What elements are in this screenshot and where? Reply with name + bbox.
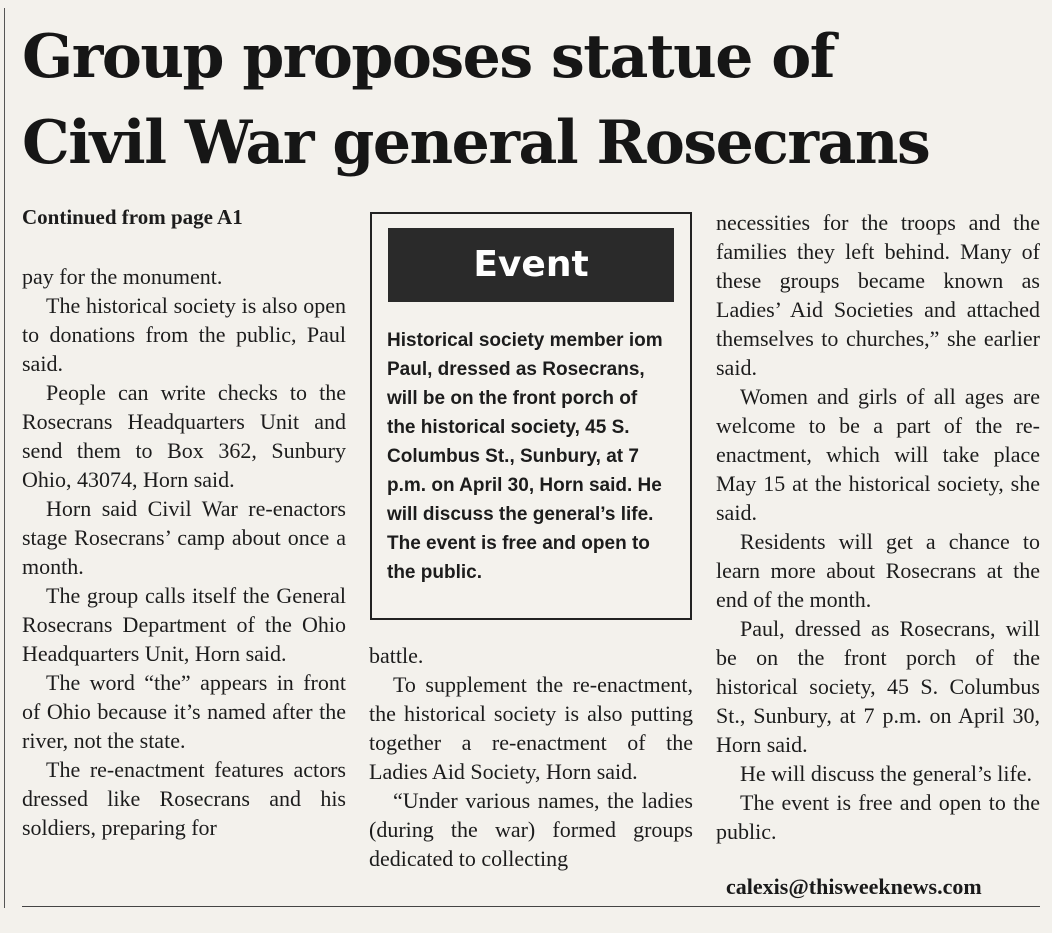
paragraph: The re-enactment features actors dressed like Rosecrans and his soldiers, preparing for	[22, 757, 346, 840]
author-email: calexis@thisweeknews.com	[726, 874, 982, 899]
headline	[22, 14, 1047, 186]
event-box-body: Historical society member iom Paul, dressed as Rosecrans, will be on the front porch of the historical society, 45 S. Columbus St., Sunbury, at 7 p.m. on April 30, Horn said. He will discuss the general’s life. The event is free and open to the public.	[387, 330, 663, 583]
event-sidebar-box	[370, 212, 692, 620]
paragraph: People can write checks to the Rosecrans Headquarters Unit and send them to Box 362, Sunbury Ohio, 43074, Horn said.	[22, 380, 346, 492]
headline-line-1: Group proposes statue of	[22, 22, 835, 92]
paragraph: “Under various names, the ladies (during the war) formed groups dedicated to collecting	[369, 788, 693, 871]
paragraph: battle.	[369, 643, 424, 668]
paragraph: Paul, dressed as Rosecrans, will be on the front porch of the historical society, 45 S. Columbus St., Sunbury, at 7 p.m. on April 30, Horn said.	[716, 616, 1040, 757]
paragraph: He will discuss the general’s life.	[740, 761, 1033, 786]
paragraph: The event is free and open to the public.	[716, 790, 1040, 844]
event-box-header: Event	[388, 228, 674, 302]
paragraph: Residents will get a chance to learn more about Rosecrans at the end of the month.	[716, 529, 1040, 612]
left-column-rule	[4, 8, 5, 908]
bottom-rule	[22, 906, 1040, 907]
paragraph: The historical society is also open to donations from the public, Paul said.	[22, 293, 346, 376]
paragraph: The word “the” appears in front of Ohio because it’s named after the river, not the state.	[22, 670, 346, 753]
paragraph: Women and girls of all ages are welcome to be a part of the re-enactment, which will take place May 15 at the historical society, she said.	[716, 384, 1040, 525]
paragraph: Horn said Civil War re-enactors stage Rosecrans’ camp about once a month.	[22, 496, 346, 579]
article-column-1	[22, 262, 346, 842]
paragraph: necessities for the troops and the families they left behind. Many of these groups became known as Ladies’ Aid Societies and attached themselves to churches,” she earlier said.	[716, 210, 1040, 380]
paragraph: The group calls itself the General Rosecrans Department of the Ohio Headquarters Unit, Horn said.	[22, 583, 346, 666]
article-column-2	[369, 641, 693, 873]
paragraph: pay for the monument.	[22, 264, 223, 289]
article-column-3	[716, 208, 1040, 846]
paragraph: To supplement the re-enactment, the historical society is also putting together a re-enactment of the Ladies Aid Society, Horn said.	[369, 672, 693, 784]
continued-from-label: Continued from page A1	[22, 205, 243, 229]
headline-line-2: Civil War general Rosecrans	[22, 108, 930, 178]
